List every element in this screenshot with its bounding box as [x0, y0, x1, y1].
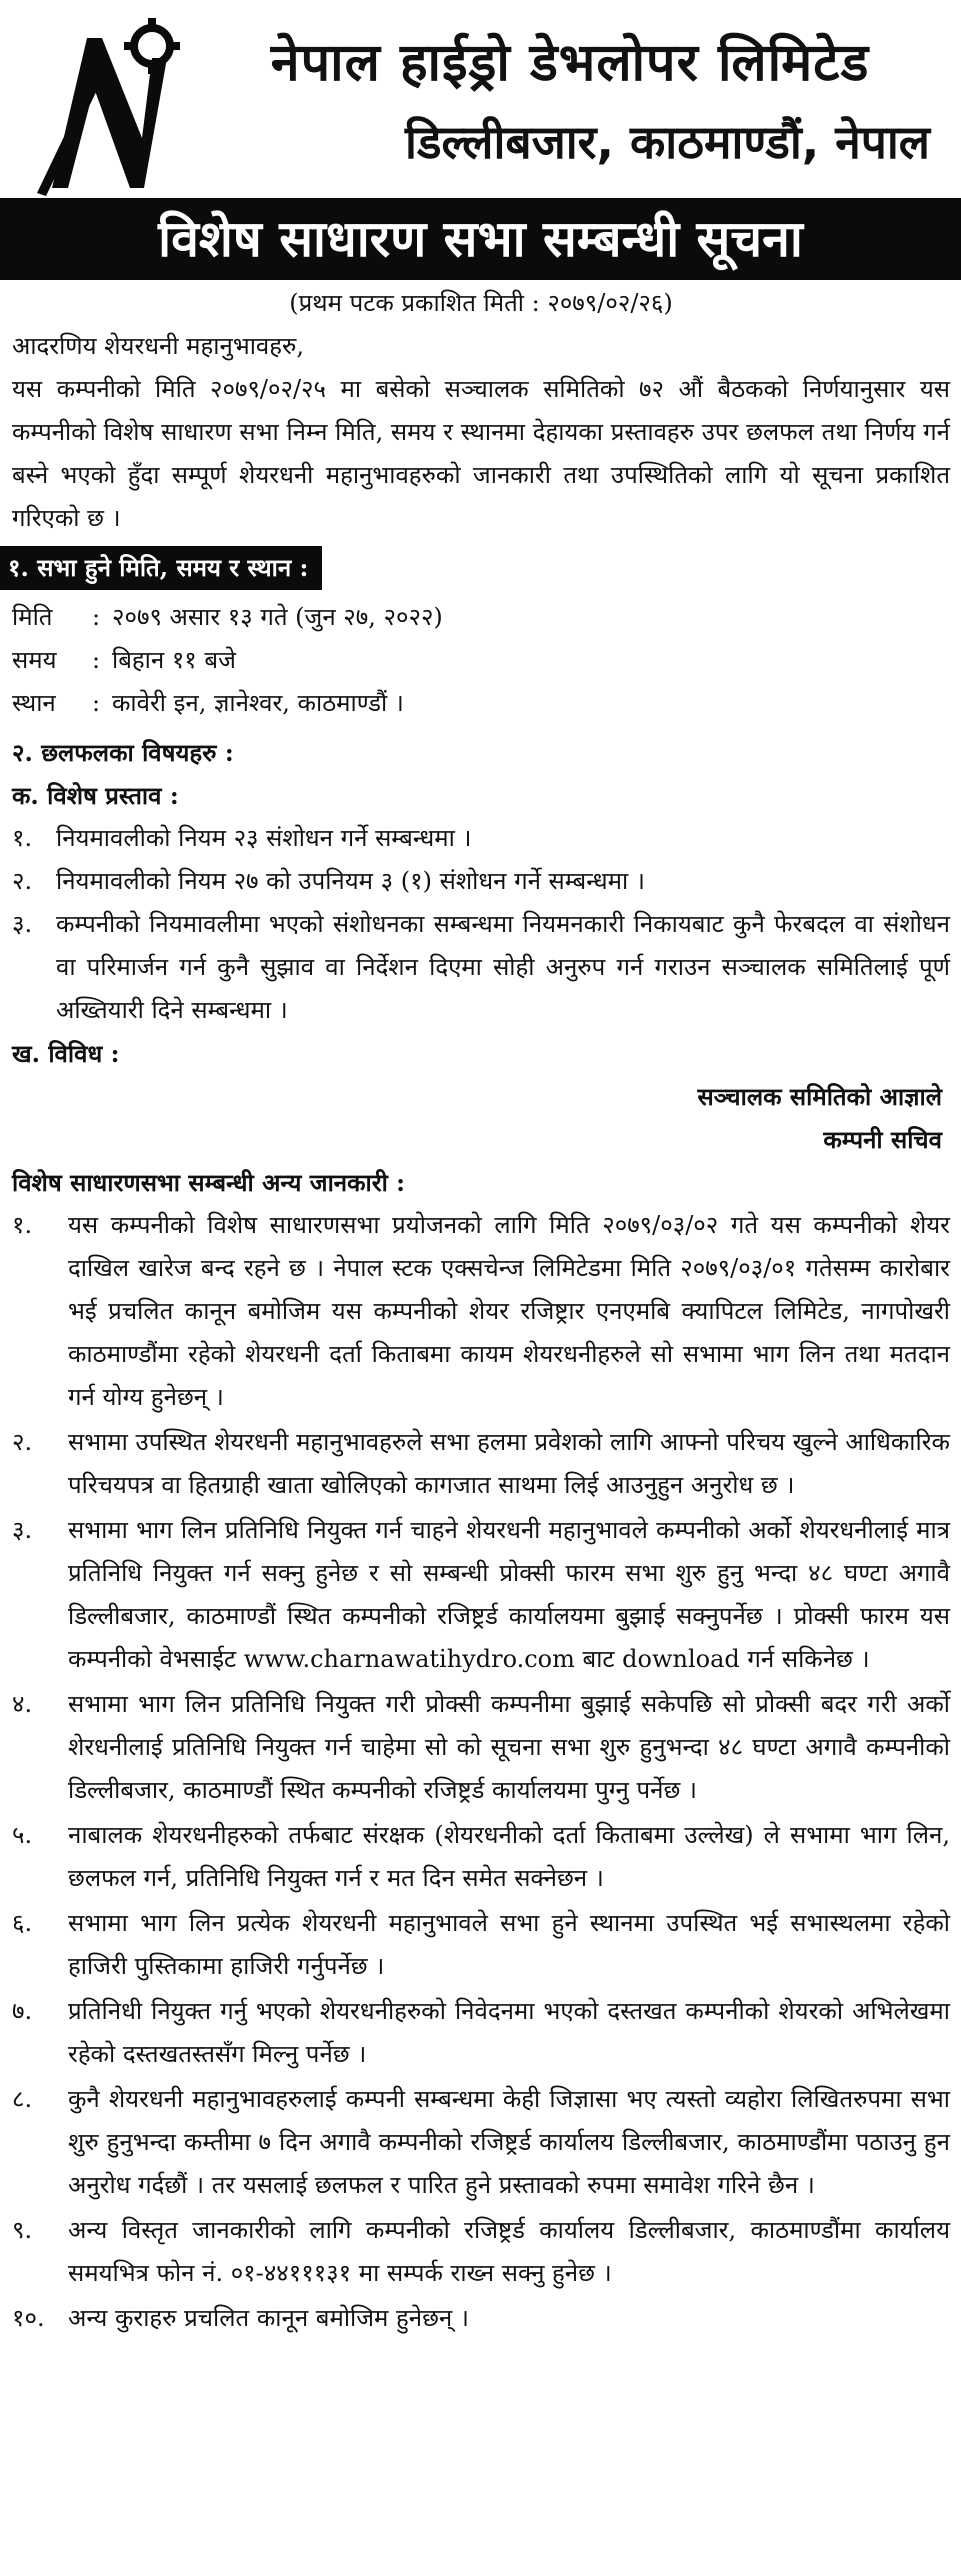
info-item [12, 1990, 950, 2076]
info-text: यस कम्पनीको विशेष साधारणसभा प्रयोजनको लागि मिति २०७९/०३/०२ गते यस कम्पनीको शेयर दाखिल खारेज बन्द रहने छ । नेपाल स्टक एक्सचेन्ज लिमिटेडमा मिति २०७९/०३/०१ गतेसम्म कारोबार भई प्रचलित कानून बमोजिम यस कम्पनीको शेयर रजिष्ट्रार एनएमबि क्यापिटल लिमिटेड, नागपोखरी काठमाण्डौंमा रहेको शेयरधनी दर्ता किताबमा कायम शेयरधनीहरुले सो सभामा भाग लिन तथा मतदान गर्न योग्य हुनेछन् । [68, 1211, 950, 1411]
proposal-item [12, 817, 950, 860]
proposal-number: ३. [12, 910, 33, 938]
intro-paragraph: यस कम्पनीको मिति २०७९/०२/२५ मा बसेको सञ्चालक समितिको ७२ औं बैठकको निर्णयानुसार यस कम्पनीको विशेष साधारण सभा निम्न मिति, समय र स्थानमा देहायका प्रस्तावहरु उपर छलफल तथा निर्णय गर्न बस्ने भएको हुँदा सम्पूर्ण शेयरधनी महानुभावहरुको जानकारी तथा उपस्थितिको लागि यो सूचना प्रकाशित गरिएको छ । [12, 375, 950, 532]
nhd-logo-icon [32, 18, 182, 198]
info-text: अन्य विस्तृत जानकारीको लागि कम्पनीको रजिष्ट्रर्ड कार्यालय डिल्लीबजार, काठमाण्डौंमा कार्यालय समयभित्र फोन नं. ०१-४४१११३१ मा सम्पर्क राख्न सक्नु हुनेछ । [68, 2216, 950, 2287]
other-info-heading: विशेष साधारणसभा सम्बन्धी अन्य जानकारी : [12, 1168, 405, 1197]
proposal-item [12, 903, 950, 1032]
info-item [12, 2078, 950, 2207]
info-item [12, 1421, 950, 1507]
info-number: १०. [12, 2304, 45, 2332]
published-date: (प्रथम पटक प्रकाशित मिती : २०७९/०२/२६) [289, 289, 673, 317]
info-item [12, 1683, 950, 1812]
info-number: ६. [12, 1909, 33, 1937]
meeting-date-row: मिति : २०७९ असार १३ गते (जुन २७, २०२२) [12, 596, 950, 639]
info-text: सभामा भाग लिन प्रतिनिधि नियुक्त गर्न चाहने शेयरधनी महानुभावले कम्पनीको अर्को शेयरधनीलाई मात्र प्रतिनिधि नियुक्त गर्न सक्नु हुनेछ र सो सम्बन्धी प्रोक्सी फारम सभा शुरु हुनु भन्दा ४८ घण्टा अगावै डिल्लीबजार, काठमाण्डौं स्थित कम्पनीको रजिष्ट्रर्ड कार्यालयमा बुझाई सक्नुपर्नेछ । प्रोक्सी फारम यस कम्पनीको वेभसाईट www.charnawatihydro.com बाट download गर्न सकिनेछ । [68, 1516, 950, 1673]
info-item [12, 1509, 950, 1681]
info-item [12, 1814, 950, 1900]
signature-line2: कम्पनी सचिव [823, 1125, 942, 1154]
info-number: ४. [12, 1690, 33, 1718]
meeting-venue-value: कावेरी इन, ज्ञानेश्वर, काठमाण्डौं । [112, 689, 404, 717]
misc-heading: ख. विविध : [12, 1039, 120, 1068]
info-number: ५. [12, 1821, 33, 1849]
info-number: २. [12, 1428, 33, 1456]
info-number: ७. [12, 1997, 33, 2025]
notice-title: विशेष साधारण सभा सम्बन्धी सूचना [0, 198, 961, 280]
info-text: प्रतिनिधी नियुक्त गर्नु भएको शेयरधनीहरुको निवेदनमा भएको दस्तखत कम्पनीको शेयरको अभिलेखमा रहेको दस्तखतस्तसँग मिल्नु पर्नेछ । [68, 1997, 950, 2068]
meeting-time-label: समय [12, 646, 57, 674]
company-name: नेपाल हाईड्रो डेभलोपर लिमिटेड [270, 33, 870, 93]
info-number: ३. [12, 1516, 33, 1544]
meeting-venue-label: स्थान [12, 689, 56, 717]
info-number: ९. [12, 2216, 33, 2244]
meeting-time-value: बिहान ११ बजे [112, 646, 236, 674]
info-text: अन्य कुराहरु प्रचलित कानून बमोजिम हुनेछन् । [68, 2304, 469, 2332]
proposal-text: नियमावलीको नियम २३ संशोधन गर्ने सम्बन्धमा । [56, 824, 472, 852]
info-text: सभामा भाग लिन प्रत्येक शेयरधनी महानुभावले सभा हुने स्थानमा उपस्थित भई सभास्थलमा रहेको हाजिरी पुस्तिकामा हाजिरी गर्नुपर्नेछ । [68, 1909, 950, 1980]
proposal-text: नियमावलीको नियम २७ को उपनियम ३ (१) संशोधन गर्ने सम्बन्धमा । [56, 867, 645, 895]
info-item [12, 1902, 950, 1988]
proposal-number: २. [12, 867, 33, 895]
info-text: सभामा भाग लिन प्रतिनिधि नियुक्त गरी प्रोक्सी कम्पनीमा बुझाई सकेपछि सो प्रोक्सी बदर गरी अर्को शेरधनीलाई प्रतिनिधि नियुक्त गर्न चाहेमा सो को सूचना सभा शुरु हुनुभन्दा ४८ घण्टा अगावै कम्पनीको डिल्लीबजार, काठमाण्डौं स्थित कम्पनीको रजिष्ट्रर्ड कार्यालयमा पुग्नु पर्नेछ । [68, 1690, 950, 1804]
meeting-time-row: समय : बिहान ११ बजे [12, 639, 950, 682]
info-text: सभामा उपस्थित शेयरधनी महानुभावहरुले सभा हलमा प्रवेशको लागि आफ्नो परिचय खुल्ने आधिकारिक परिचयपत्र वा हितग्राही खाता खोलिएको कागजात साथमा लिई आउनुहुन अनुरोध छ । [68, 1428, 950, 1499]
meeting-details [12, 596, 950, 725]
meeting-date-label: मिति [12, 603, 53, 631]
info-number: १. [12, 1211, 33, 1239]
info-item [12, 2297, 950, 2340]
header [20, 18, 940, 198]
info-text: नाबालक शेयरधनीहरुको तर्फबाट संरक्षक (शेयरधनीको दर्ता किताबमा उल्लेख) ले सभामा भाग लिन, छलफल गर्न, प्रतिनिधि नियुक्त गर्न र मत दिन समेत सक्नेछन । [68, 1821, 950, 1892]
info-item [12, 2209, 950, 2295]
meeting-date-value: २०७९ असार १३ गते (जुन २७, २०२२) [112, 603, 443, 631]
signature-line1: सञ्चालक समितिको आज्ञाले [697, 1082, 942, 1111]
info-number: ८. [12, 2085, 33, 2113]
company-address: डिल्लीबजार, काठमाण्डौं, नेपाल [404, 115, 930, 169]
salutation: आदरणिय शेयरधनी महानुभावहरु, [12, 332, 304, 360]
proposal-number: १. [12, 824, 33, 852]
proposal-item [12, 860, 950, 903]
section1-heading: १. सभा हुने मिति, समय र स्थान : [0, 546, 322, 590]
meeting-venue-row: स्थान : कावेरी इन, ज्ञानेश्वर, काठमाण्डौं । [12, 682, 950, 725]
section2-heading: २. छलफलका विषयहरु : [12, 738, 234, 767]
info-item [12, 1204, 950, 1419]
proposal-text: कम्पनीको नियमावलीमा भएको संशोधनका सम्बन्धमा नियमनकारी निकायबाट कुनै फेरबदल वा संशोधन वा परिमार्जन गर्न कुनै सुझाव वा निर्देशन दिएमा सोही अनुरुप गर्न गराउन सञ्चालक समितिलाई पूर्ण अख्तियारी दिने सम्बन्धमा । [56, 910, 951, 1024]
info-text: कुनै शेयरधनी महानुभावहरुलाई कम्पनी सम्बन्धमा केही जिज्ञासा भए त्यस्तो व्यहोरा लिखितरुपमा सभा शुरु हुनुभन्दा कम्तीमा ७ दिन अगावै कम्पनीको रजिष्ट्रर्ड कार्यालय डिल्लीबजार, काठमाण्डौंमा पठाउनु हुन अनुरोध गर्दछौं । तर यसलाई छलफल र पारित हुने प्रस्तावको रुपमा समावेश गरिने छैन । [68, 2085, 950, 2199]
special-proposal-heading: क. विशेष प्रस्ताव : [12, 781, 179, 810]
notice-body [8, 282, 951, 2342]
